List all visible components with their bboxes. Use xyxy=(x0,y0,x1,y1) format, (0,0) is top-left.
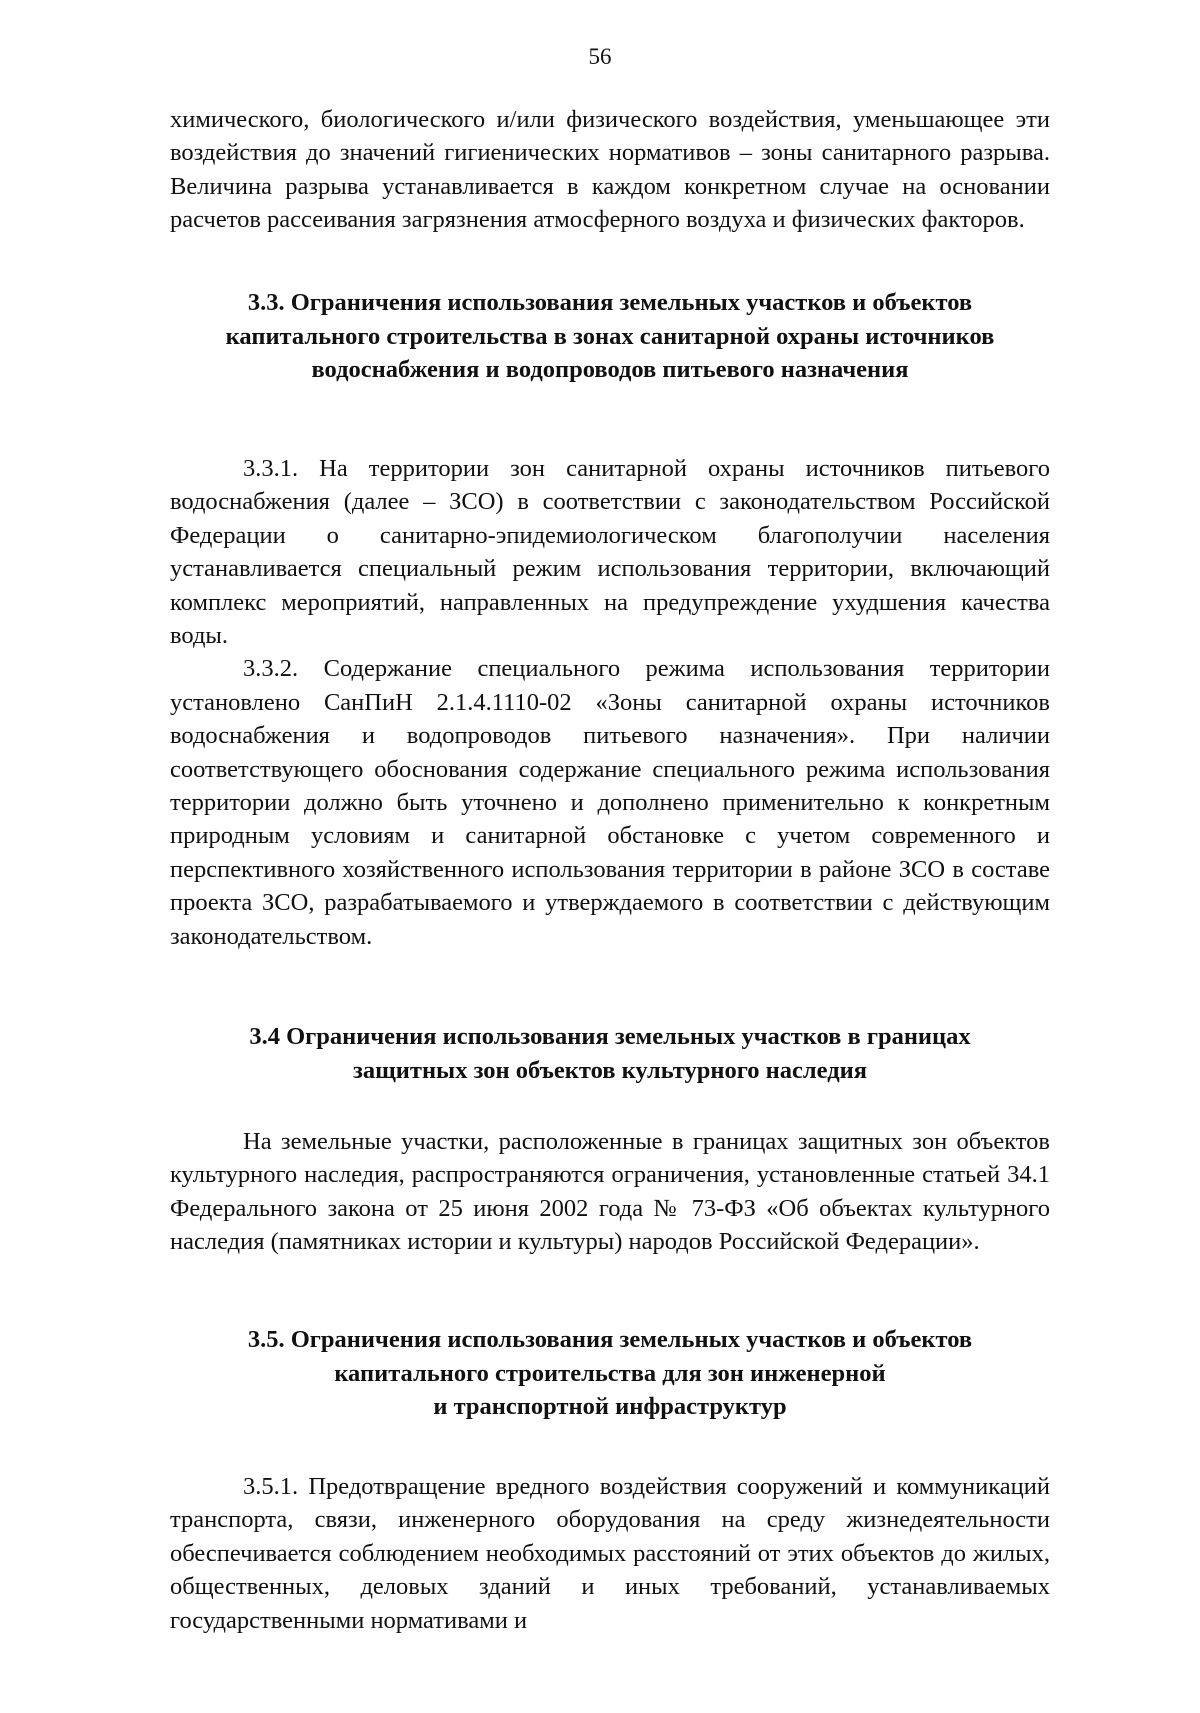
paragraph-3-3-1: 3.3.1. На территории зон санитарной охраны источников питьевого водоснабжения (далее – ЗСО) в соответствии с законодательством Российской Федерации о санитарно-эпидемиологическом благополучии населения устанавливается специальный режим использования территории, включающий комплекс мероприятий, направленных на предупреждение ухудшения качества воды. xyxy=(170,455,1050,650)
section-3-3-heading xyxy=(150,286,1070,387)
section-3-3-body xyxy=(170,452,1050,953)
heading-line: и транспортной инфраструктур xyxy=(433,1393,787,1420)
section-3-5-body xyxy=(170,1470,1050,1637)
page-number: 56 xyxy=(588,44,612,69)
heading-line: 3.3. Ограничения использования земельных участков и объектов xyxy=(247,289,973,316)
heading-line: защитных зон объектов культурного наследия xyxy=(353,1056,867,1084)
intro-paragraph xyxy=(170,103,1050,237)
heading-line: 3.5. Ограничения использования земельных участков и объектов xyxy=(247,1326,973,1353)
heading-line: капитального строительства в зонах санитарной охраны источников xyxy=(225,322,995,350)
section-3-4-body xyxy=(170,1125,1050,1259)
paragraph-3-4: На земельные участки, расположенные в границах защитных зон объектов культурного наследия, распространяются ограничения, установленные статьей 34.1 Федерального закона от 25 июня 2002 года № 73-ФЗ «Об объектах культурного наследия (памятниках истории и культуры) народов Российской Федерации». xyxy=(170,1128,1050,1256)
section-3-4-heading xyxy=(150,1020,1070,1087)
paragraph-3-5-1: 3.5.1. Предотвращение вредного воздействия сооружений и коммуникаций транспорта, связи, инженерного оборудования на среду жизнедеятельности обеспечивается соблюдением необходимых расстояний от этих объектов до жилых, общественных, деловых зданий и иных требований, устанавливаемых государственными нормативами и xyxy=(170,1473,1050,1634)
section-3-5-heading xyxy=(150,1323,1070,1424)
paragraph-3-3-2: 3.3.2. Содержание специального режима использования территории установлено СанПиН 2.1.4.1110-02 «Зоны санитарной охраны источников водоснабжения и водопроводов питьевого назначения». При наличии соответствующего обоснования содержание специального режима использования территории должно быть уточнено и дополнено применительно к конкретным природным условиям и санитарной обстановке с учетом современного и перспективного хозяйственного использования территории в районе ЗСО в составе проекта ЗСО, разрабатываемого и утверждаемого в соответствии с действующим законодательством. xyxy=(170,655,1050,950)
heading-line: капитального строительства для зон инженерной xyxy=(334,1359,886,1387)
heading-line: водоснабжения и водопроводов питьевого назначения xyxy=(311,356,909,383)
intro-text: химического, биологического и/или физического воздействия, уменьшающее эти воздействия до значений гигиенических нормативов – зоны санитарного разрыва. Величина разрыва устанавливается в каждом конкретном случае на основании расчетов рассеивания загрязнения атмосферного воздуха и физических факторов. xyxy=(170,106,1050,234)
heading-line: 3.4 Ограничения использования земельных участков в границах xyxy=(249,1023,971,1050)
